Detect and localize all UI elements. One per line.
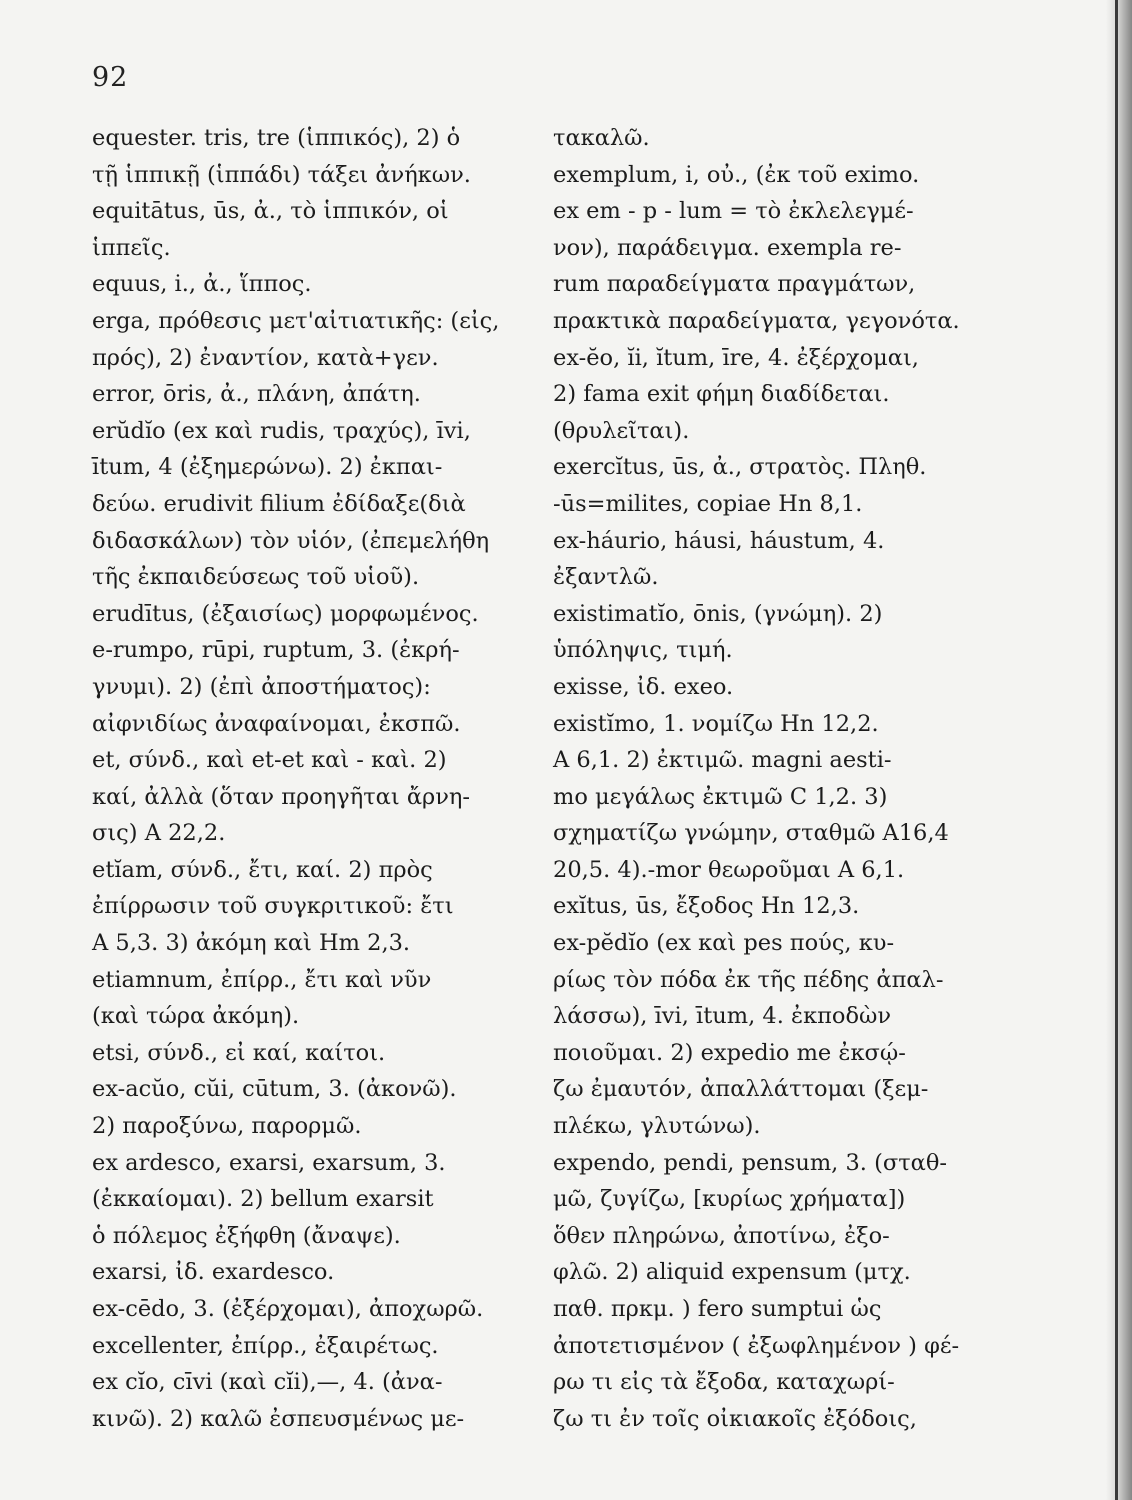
entry-line: etsi, σύνδ., εἰ καί, καίτοι.	[92, 1039, 386, 1066]
left-column	[92, 120, 532, 1437]
entry-line: ex-ĕo, ĭi, ĭtum, īre, 4. ἐξέρχομαι,	[553, 344, 919, 371]
entry-line: existĭmo, 1. νομίζω Hn 12,2.	[553, 710, 879, 737]
entry-line: ex cĭo, cīvi (καὶ cĭi),—, 4. (ἀνα-	[92, 1369, 443, 1396]
entry-line: 20,5. 4).-mor θεωροῦμαι A 6,1.	[553, 856, 905, 883]
entry-line: ὁ πόλεμος ἐξήφθη (ἄναψε).	[92, 1222, 401, 1249]
entry-line: equus, i., ἀ., ἵππος.	[92, 271, 312, 298]
entry-line: γνυμι). 2) (ἐπὶ ἀποστήματος):	[92, 673, 431, 700]
entry-line: ποιοῦμαι. 2) expedio me ἐκσῴ-	[553, 1039, 906, 1066]
entry-line: ītum, 4 (ἐξημερώνω). 2) ἐκπαι-	[92, 454, 443, 481]
entry-line: σχηματίζω γνώμην, σταθμῶ A16,4	[553, 820, 949, 847]
entry-line: A 5,3. 3) ἀκόμη καὶ Hm 2,3.	[92, 930, 411, 957]
entry-line: existimatĭo, ōnis, (γνώμη). 2)	[553, 600, 883, 627]
entry-line: ἀποτετισμένον ( ἐξωφλημένον ) φέ-	[553, 1332, 960, 1359]
entry-line: πρός), 2) ἐναντίον, κατὰ+γεν.	[92, 344, 439, 371]
entry-line: exisse, ἰδ. exeo.	[553, 673, 734, 700]
entry-line: κινῶ). 2) καλῶ ἐσπευσμένως με-	[92, 1405, 465, 1432]
entry-line: ζω ἐμαυτόν, ἀπαλλάττομαι (ξεμ-	[553, 1076, 929, 1103]
entry-line: (καὶ τώρα ἀκόμη).	[92, 1003, 300, 1030]
entry-line: exarsi, ἰδ. exardesco.	[92, 1259, 335, 1286]
entry-line: ex-cēdo, 3. (ἐξέρχομαι), ἀποχωρῶ.	[92, 1296, 484, 1322]
entry-line: σις) A 22,2.	[92, 820, 226, 847]
entry-line: 2) fama exit φήμη διαδίδεται.	[553, 381, 890, 408]
entry-line: ρίως τὸν πόδα ἐκ τῆς πέδης ἀπαλ-	[553, 966, 944, 993]
entry-line: exercĭtus, ūs, ἀ., στρατὸς. Πληθ.	[553, 454, 927, 481]
entry-line: (ἐκκαίομαι). 2) bellum exarsit	[92, 1186, 434, 1213]
entry-line: ζω τι ἐν τοῖς οἰκιακοῖς ἐξόδοις,	[553, 1405, 917, 1432]
entry-line: διδασκάλων) τὸν υἱόν, (ἐπεμελήθη	[92, 527, 490, 554]
entry-line: λάσσω), īvi, ītum, 4. ἐκποδὼν	[553, 1003, 892, 1030]
entry-line: ἐπίρρωσιν τοῦ συγκριτικοῦ: ἔτι	[92, 893, 454, 920]
entry-line: mo μεγάλως ἐκτιμῶ C 1,2. 3)	[553, 783, 888, 810]
entry-line: 2) παροξύνω, παρορμῶ.	[92, 1113, 362, 1140]
entry-line: erga, πρόθεσις μετ'αἰτιατικῆς: (εἰς,	[92, 307, 500, 334]
entry-line: ὑπόληψις, τιμή.	[553, 637, 733, 664]
page-number: 92	[92, 62, 129, 93]
entry-line: et, σύνδ., καὶ et-et καὶ - καὶ. 2)	[92, 747, 447, 774]
entry-line: equester. tris, tre (ἱππικός), 2) ὁ	[92, 125, 461, 151]
entry-line: ex-pĕdĭo (ex καὶ pes πούς, κυ-	[553, 930, 895, 957]
entry-line: error, ōris, ἀ., πλάνη, ἀπάτη.	[92, 381, 421, 408]
entry-line: (θρυλεῖται).	[553, 417, 690, 444]
entry-line: φλῶ. 2) aliquid expensum (μτχ.	[553, 1259, 911, 1286]
entry-line: etĭam, σύνδ., ἔτι, καί. 2) πρὸς	[92, 856, 433, 883]
entry-line: ex-háurio, háusi, háustum, 4.	[553, 527, 885, 554]
right-column	[553, 120, 993, 1437]
entry-line: παθ. πρκμ. ) fero sumptui ὡς	[553, 1296, 882, 1322]
entry-line: etiamnum, ἐπίρρ., ἔτι καὶ νῦν	[92, 966, 432, 993]
entry-line: δεύω. erudivit filium ἐδίδαξε(διὰ	[92, 490, 466, 517]
entry-line: ἐξαντλῶ.	[553, 564, 659, 591]
entry-line: τακαλῶ.	[553, 125, 650, 151]
entry-line: ex ardesco, exarsi, exarsum, 3.	[92, 1149, 446, 1176]
entry-line: exemplum, i, οὐ., (ἐκ τοῦ eximo.	[553, 161, 920, 188]
entry-line: αἰφνιδίως ἀναφαίνομαι, ἐκσπῶ.	[92, 710, 461, 737]
book-spine-edge	[1115, 0, 1118, 1500]
entry-line: τῇ ἱππικῇ (ἱππάδι) τάξει ἀνήκων.	[92, 161, 471, 188]
entry-line: ἱππεῖς.	[92, 234, 171, 261]
entry-line: τῆς ἐκπαιδεύσεως τοῦ υἱοῦ).	[92, 564, 420, 591]
entry-line: expendo, pendi, pensum, 3. (σταθ-	[553, 1149, 948, 1176]
entry-line: -ūs=milites, copiae Hn 8,1.	[553, 490, 863, 517]
entry-line: equitātus, ūs, ἀ., τὸ ἱππικόν, οἱ	[92, 198, 449, 225]
entry-line: A 6,1. 2) ἐκτιμῶ. magni aesti-	[553, 747, 892, 774]
entry-line: exĭtus, ūs, ἔξοδος Hn 12,3.	[553, 893, 860, 920]
entry-line: ex-acŭo, cŭi, cūtum, 3. (ἀκονῶ).	[92, 1076, 457, 1103]
entry-line: πρακτικὰ παραδείγματα, γεγονότα.	[553, 307, 960, 334]
entry-line: πλέκω, γλυτώνω).	[553, 1113, 761, 1140]
entry-line: erŭdĭo (ex καὶ rudis, τραχύς), īvi,	[92, 417, 471, 444]
entry-line: καί, ἀλλὰ (ὅταν προηγῆται ἄρνη-	[92, 783, 471, 810]
entry-line: excellenter, ἐπίρρ., ἐξαιρέτως.	[92, 1332, 439, 1359]
entry-line: ὅθεν πληρώνω, ἀποτίνω, ἐξο-	[553, 1222, 890, 1249]
entry-line: νον), παράδειγμα. exempla re-	[553, 234, 902, 261]
book-spine-shadow	[1106, 0, 1132, 1500]
entry-line: μῶ, ζυγίζω, [κυρίως χρήματα])	[553, 1186, 906, 1213]
entry-line: ex em - p - lum = τὸ ἐκλελεγμέ-	[553, 198, 914, 225]
entry-line: rum παραδείγματα πραγμάτων,	[553, 271, 916, 298]
entry-line: e-rumpo, rūpi, ruptum, 3. (ἐκρή-	[92, 637, 460, 664]
entry-line: erudītus, (ἐξαισίως) μορφωμένος.	[92, 600, 479, 627]
entry-line: ρω τι εἰς τὰ ἔξοδα, καταχωρί-	[553, 1369, 895, 1396]
